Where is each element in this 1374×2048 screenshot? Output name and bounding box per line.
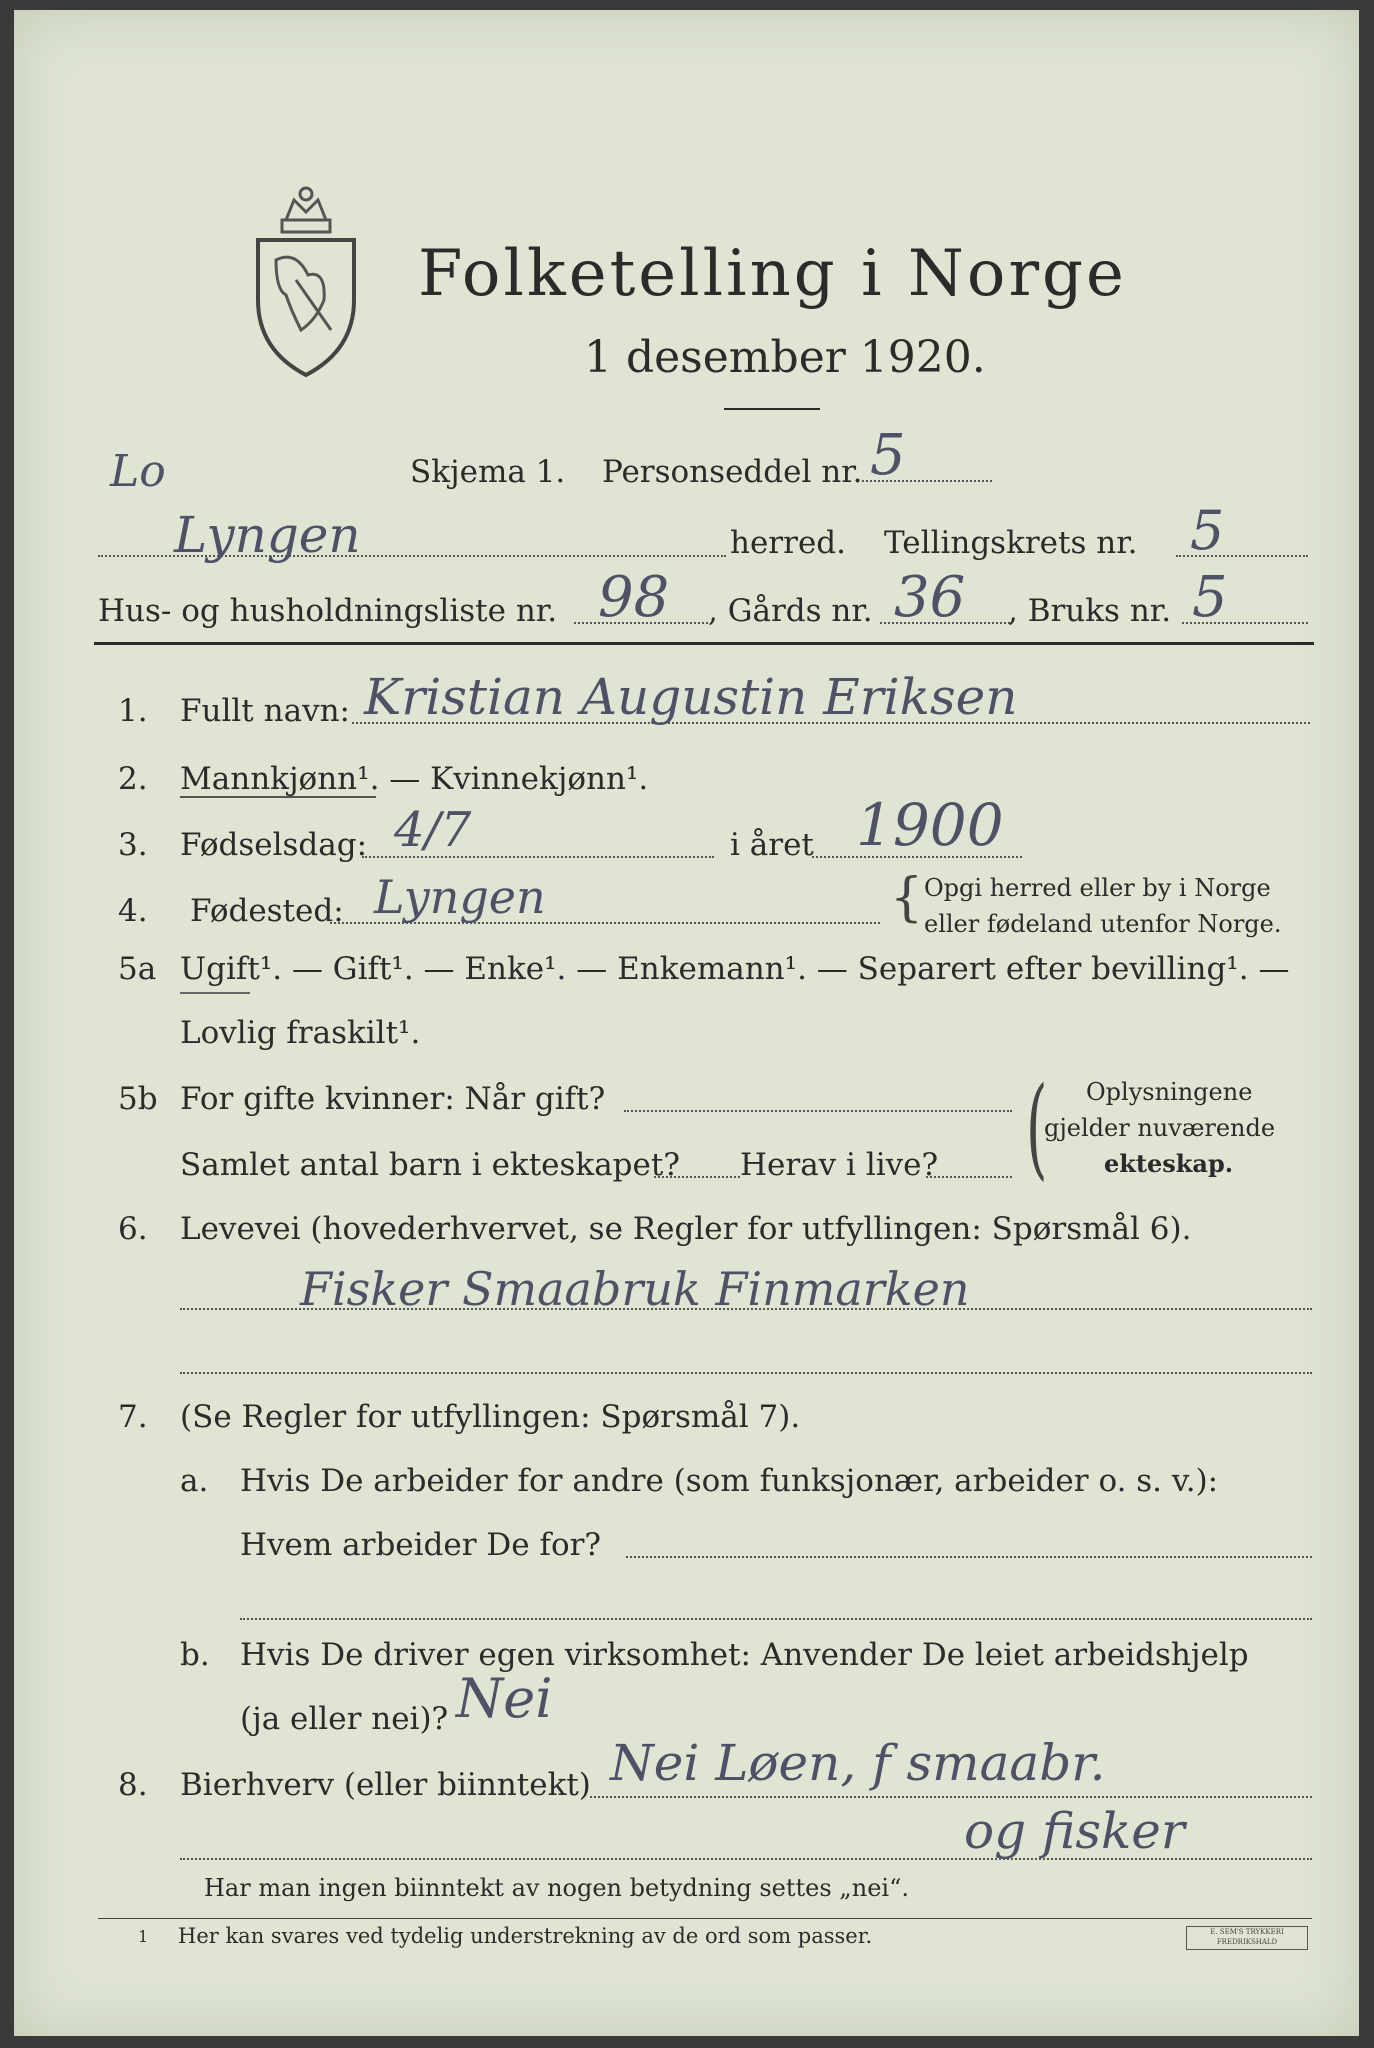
q7a-label: Hvis De arbeider for andre (som funksjonær, arbeider o. s. v.): [240,1463,1219,1499]
q4-note-2: eller fødeland utenfor Norge. [924,910,1282,938]
q7b-value: Nei [456,1667,553,1730]
q4-number: 4. [118,893,148,929]
q4-note-1: Opgi herred eller by i Norge [924,874,1271,902]
q5b-alive-line [926,1176,1012,1178]
q6-label: Levevei (hovederhvervet, se Regler for utfyllingen: Spørsmål 6). [180,1211,1192,1247]
personseddel-value: 5 [870,423,906,488]
q5b-note-2: gjelder nuværende [1044,1114,1276,1142]
title-separator [724,408,820,410]
q3-label: Fødselsdag: [180,827,368,863]
q8-value-2: og fisker [964,1802,1185,1860]
footnote-number: 1 [138,1927,149,1946]
q2-number: 2. [118,761,148,797]
q4-value: Lyngen [374,870,546,924]
q5b-note-3: ekteskap. [1104,1149,1234,1178]
q7a-number: a. [180,1463,209,1499]
q6-value: Fisker Smaabruk Finmarken [300,1262,970,1316]
q3-year-value: 1900 [856,791,1004,859]
q7-number: 7. [118,1399,148,1435]
personseddel-label: Personseddel nr. [602,454,863,490]
herred-value: Lyngen [174,506,361,564]
norwegian-coat-of-arms-icon [246,180,366,380]
gards-label: , Gårds nr. [708,593,873,629]
q7b-label: Hvis De driver egen virksomhet: Anvender De leiet arbeidshjelp [240,1637,1249,1673]
q6-line-1 [180,1308,1312,1310]
q5a-label: Ugift¹. — Gift¹. — Enke¹. — Enkemann¹. — Separert efter bevilling¹. — [180,951,1290,987]
q7b-label-2: (ja eller nei)? [240,1701,449,1737]
q5b-brace: ( [1026,1063,1048,1191]
census-date: 1 desember 1920. [584,332,986,383]
q5a-label-2: Lovlig fraskilt¹. [180,1015,421,1051]
q5b-married-line [624,1110,1012,1112]
q7a-line-1 [626,1556,1312,1558]
form-title: Folketelling i Norge [418,237,1127,311]
biinntekt-note: Har man ingen biinntekt av nogen betydning settes „nei“. [204,1874,909,1902]
q7a-line-2 [240,1618,1312,1620]
q6-number: 6. [118,1211,148,1247]
schema-label: Skjema 1. [410,454,566,490]
printer-text: E. SEM'S TRYKKERI FREDRIKSHALD [1210,1928,1284,1946]
q6-line-2 [180,1372,1312,1374]
gards-value: 36 [894,565,966,630]
q8-line-1 [590,1796,1312,1798]
herred-prefix: Lo [110,446,166,497]
q5b-note-1: Oplysningene [1086,1078,1253,1106]
q7a-label-2: Hvem arbeider De for? [240,1527,602,1563]
herred-label: herred. [730,525,846,561]
q3-day-value: 4/7 [394,802,472,858]
bruks-value: 5 [1192,565,1228,630]
header-rule [94,642,1314,645]
q5b-number: 5b [118,1081,158,1117]
tellingskrets-label: Tellingskrets nr. [884,525,1138,561]
bruks-label: , Bruks nr. [1008,593,1172,629]
q5b-label-2: Samlet antal barn i ekteskapet? [180,1147,680,1183]
q5b-label-3: Herav i live? [740,1147,939,1183]
q7b-number: b. [180,1637,210,1673]
q8-value-1: Nei Løen, f smaabr. [610,1734,1106,1792]
q7-label: (Se Regler for utfyllingen: Spørsmål 7). [180,1399,801,1435]
q5a-mark [180,992,250,994]
census-form [14,10,1359,2036]
q2-label: Mannkjønn¹. — Kvinnekjønn¹. [180,761,649,797]
q3-number: 3. [118,827,148,863]
tellingskrets-value: 5 [1190,499,1225,562]
q1-number: 1. [118,693,148,729]
q4-label: Fødested: [190,893,344,929]
printer-stamp [1186,1926,1308,1950]
q5b-children-line [654,1176,740,1178]
q1-label: Fullt navn: [180,693,350,729]
q1-value: Kristian Augustin Eriksen [364,668,1018,726]
husliste-label: Hus- og husholdningsliste nr. [98,593,558,629]
husliste-value: 98 [598,565,670,630]
q8-number: 8. [118,1767,148,1803]
footnote-rule [98,1918,1312,1919]
footnote-text: Her kan svares ved tydelig understrekning av de ord som passer. [178,1924,873,1948]
q5b-label: For gifte kvinner: Når gift? [180,1081,606,1117]
q2-underline-mannkjonn [180,796,376,798]
q8-label: Bierhverv (eller biinntekt) [180,1767,591,1803]
q8-line-2 [180,1858,1312,1860]
q3-year-label: i året [730,827,814,863]
q5a-number: 5a [118,951,157,987]
herred-line [98,555,726,557]
q4-brace: { [890,868,924,928]
